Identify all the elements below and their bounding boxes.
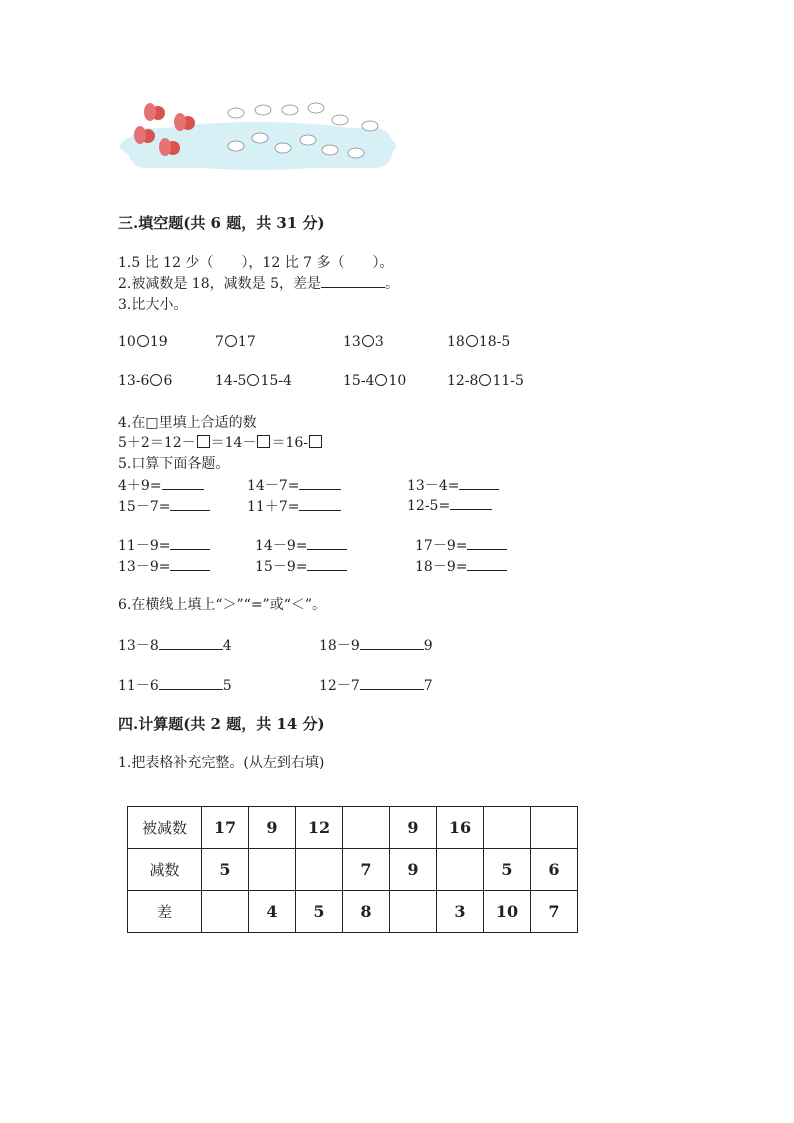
compare-item: 18 18-5: [447, 334, 511, 350]
question-2: 2.被减数是 18，减数是 5，差是 。: [118, 276, 399, 292]
compare-circle[interactable]: [137, 335, 149, 347]
table-cell[interactable]: [531, 807, 578, 849]
compare-item: 14-5 15-4: [215, 373, 292, 389]
table-cell[interactable]: 7: [531, 891, 578, 933]
compare-circle[interactable]: [150, 374, 162, 386]
math-item: 18－9=: [415, 556, 507, 576]
question-4-1-label: 1.把表格补充完整。(从左到右填): [118, 755, 325, 771]
math-item: 15－9=: [255, 556, 347, 576]
answer-box[interactable]: [309, 435, 322, 448]
table-cell[interactable]: [484, 807, 531, 849]
squirrels-and-rabbits-illustration: [118, 98, 396, 173]
answer-blank[interactable]: [360, 636, 424, 650]
answer-blank[interactable]: [299, 497, 341, 511]
answer-blank[interactable]: [307, 557, 347, 571]
math-item: 11＋7=: [247, 496, 341, 516]
table-cell[interactable]: 16: [437, 807, 484, 849]
section-4-title: 四.计算题(共 2 题，共 14 分): [118, 715, 325, 733]
answer-blank[interactable]: [321, 274, 385, 288]
answer-blank[interactable]: [159, 676, 223, 690]
question-6-label: 6.在横线上填上“＞”“=”或“＜”。: [118, 597, 327, 613]
table-cell[interactable]: 10: [484, 891, 531, 933]
table-cell[interactable]: 9: [390, 849, 437, 891]
table-row: [128, 849, 578, 891]
table-cell[interactable]: 17: [202, 807, 249, 849]
table-cell[interactable]: 7: [343, 849, 390, 891]
table-cell[interactable]: [343, 807, 390, 849]
compare-item: 13-6 6: [118, 373, 173, 389]
answer-blank[interactable]: [159, 636, 223, 650]
table-cell[interactable]: 5: [484, 849, 531, 891]
compare-circle[interactable]: [225, 335, 237, 347]
table-cell[interactable]: 9: [390, 807, 437, 849]
compare-circle[interactable]: [375, 374, 387, 386]
answer-blank[interactable]: [467, 536, 507, 550]
compare-fill-item: 11－6 5: [118, 678, 232, 694]
compare-item: 10 19: [118, 334, 168, 350]
math-item: 4＋9=: [118, 475, 204, 495]
subtraction-table: [127, 806, 578, 933]
answer-blank[interactable]: [170, 557, 210, 571]
math-item: 11－9=: [118, 535, 210, 555]
math-item: 12-5=: [407, 496, 492, 514]
math-item: 14－7=: [247, 475, 341, 495]
answer-blank[interactable]: [459, 476, 499, 490]
table-cell[interactable]: [202, 891, 249, 933]
answer-blank[interactable]: [170, 536, 210, 550]
row-header: 差: [128, 891, 202, 933]
compare-item: 15-4 10: [343, 373, 407, 389]
table-cell[interactable]: [296, 849, 343, 891]
table-cell[interactable]: 8: [343, 891, 390, 933]
question-5-label: 5.口算下面各题。: [118, 456, 230, 472]
compare-fill-item: 12－7 7: [319, 678, 433, 694]
compare-item: 13 3: [343, 334, 384, 350]
answer-blank[interactable]: [170, 497, 210, 511]
answer-blank[interactable]: [299, 476, 341, 490]
math-item: 15－7=: [118, 496, 210, 516]
question-4-label: 4.在□里填上合适的数: [118, 415, 257, 431]
math-item: 13－4=: [407, 475, 499, 495]
answer-blank[interactable]: [450, 496, 492, 510]
math-item: 14－9=: [255, 535, 347, 555]
row-header: 减数: [128, 849, 202, 891]
compare-circle[interactable]: [466, 335, 478, 347]
compare-circle[interactable]: [479, 374, 491, 386]
answer-blank[interactable]: [162, 476, 204, 490]
answer-blank[interactable]: [307, 536, 347, 550]
answer-blank[interactable]: [360, 676, 424, 690]
table-cell[interactable]: 9: [249, 807, 296, 849]
math-item: 13－9=: [118, 556, 210, 576]
question-1: 1.5 比 12 少（ ），12 比 7 多（ ）。: [118, 255, 394, 271]
table-cell[interactable]: 6: [531, 849, 578, 891]
table-cell[interactable]: 12: [296, 807, 343, 849]
compare-fill-item: 13－8 4: [118, 638, 232, 654]
math-item: 17－9=: [415, 535, 507, 555]
compare-item: 12-8 11-5: [447, 373, 524, 389]
row-header: 被减数: [128, 807, 202, 849]
compare-circle[interactable]: [247, 374, 259, 386]
section-3-title: 三.填空题(共 6 题，共 31 分): [118, 214, 325, 232]
table-row: [128, 891, 578, 933]
question-3-label: 3.比大小。: [118, 297, 188, 313]
compare-circle[interactable]: [362, 335, 374, 347]
table-cell[interactable]: 3: [437, 891, 484, 933]
table-cell[interactable]: [437, 849, 484, 891]
answer-box[interactable]: [257, 435, 270, 448]
answer-box[interactable]: [197, 435, 210, 448]
table-cell[interactable]: 4: [249, 891, 296, 933]
question-4-equation: 5＋2＝12－ ＝14－ ＝16-: [118, 432, 323, 452]
compare-item: 7 17: [215, 334, 256, 350]
table-row: [128, 807, 578, 849]
compare-fill-item: 18－9 9: [319, 638, 433, 654]
table-cell[interactable]: 5: [202, 849, 249, 891]
table-cell[interactable]: [390, 891, 437, 933]
table-cell[interactable]: [249, 849, 296, 891]
table-cell[interactable]: 5: [296, 891, 343, 933]
answer-blank[interactable]: [467, 557, 507, 571]
